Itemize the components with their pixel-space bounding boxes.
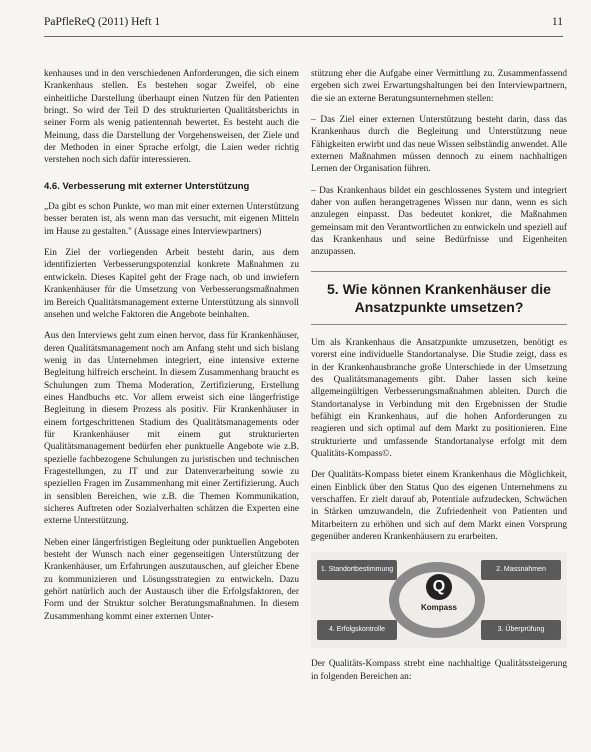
paragraph: Um als Krankenhaus die Ansatzpunkte umzusetzen, benötigt es vorerst eine individuelle Standortanalyse. Die Studie zeigt, dass es in der Krankenhausbranche große Unterschiede in der Umsetzung des Qualitätsmanagements gibt. Daher lassen sich keine allgemeingültigen Verbesserungsmaßnahmen ableiten. Durch die Standortanalyse in Verbindung mit den Ergebnissen der Studie befähigt ein Krankenhaus, auf die hohen Anforderungen zu reagieren und sich optimal auf dem Markt zu positionieren. Eine strukturierte und umfassende Standortanalyse erfolgt mit dem Qualitäts-Kompass©. — [311, 337, 567, 459]
page-number: 11 — [551, 16, 563, 28]
chapter-heading: 5. Wie können Krankenhäuser die Ansatzpunkte umsetzen? — [311, 271, 567, 325]
figure-step-2: 2. Massnahmen — [481, 560, 561, 580]
figure-step-3: 3. Überprüfung — [481, 620, 561, 640]
paragraph: Neben einer längerfristigen Begleitung oder punktuellen Angeboten besteht der Wunsch nach einer gegenseitigen Unterstützung der Krankenhäuser, um Erfahrungen auszutauschen, auf gleicher Ebene zu kommunizieren und Lösungsstrategien zu entwickeln. Dazu gehört natürlich auch der Austausch über die Erfolgsfaktoren, der Form und der Struktur solcher Beratungsmaßnahmen. In diesem Zusammenhang kommt einer externen Unter- — [44, 537, 299, 622]
list-item: – Das Ziel einer externen Unterstützung besteht darin, dass das Krankenhaus durch die Begleitung und Unterstützung neue Fähigkeiten erwirbt und das neue Wissen selbständig anwendet. Alle externen Maßnahmen müssen dennoch zu einem nachhaltigen Lernen der Organisation führen. — [311, 115, 567, 175]
page-header — [44, 14, 563, 37]
figure-step-4: 4. Erfolgskontrolle — [317, 620, 397, 640]
paragraph: Aus den Interviews geht zum einen hervor, dass für Krankenhäuser, deren Qualitätsmanagement noch am Anfang steht und sich bislang wenig in das Unternehmen integriert, eine intensive externe Begleitung hilfreich erscheint. In diesem Zusammenhang braucht es Schulungen zum Thema Moderation, Zertifizierung, Erstellung eines Handbuchs etc. Vor allem erweist sich eine längerfristige Begleitung in diesem Prozess als positiv. Für Krankenhäuser in einem fortgeschrittenen Stadium des Qualitätsmanagements oder für Krankenhäuser mit einem gut strukturierten Qualitätsmanagement bedürfen eher punktuelle Angebote wie z.B. spezielle fachbezogene Schulungen zu juristischen und technischen Fragestellungen, zu IT und zur Datenverarbeitung sowie zu speziellen Fragen im Zusammenhang mit einer Zertifizierung. Auch in sensiblen Bereichen, wie z.B. die Themen Kommunikation, sicheres Auftreten oder Sozialverhalten schätzen die Experten eine externe Unterstützung. — [44, 331, 299, 527]
section-heading: 4.6. Verbesserung mit externer Unterstützung — [44, 180, 250, 192]
compass-icon: Q — [426, 574, 452, 600]
paragraph: Ein Ziel der vorliegenden Arbeit besteht darin, aus dem identifizierten Verbesserungspotenzial konkrete Maßnahmen zu entwickeln. Dieses Kapitel geht der Frage nach, ob und inwiefern Krankenhäuser für die Umsetzung von Verbesserungsmaßnahmen im Bereich Qualitätsmanagement externe Unterstützung als sinnvoll ansehen und welche Faktoren die Angebote beinhalten. — [44, 248, 299, 320]
left-column — [44, 68, 299, 632]
kompass-logo — [407, 574, 471, 614]
paragraph: Der Qualitäts-Kompass strebt eine nachhaltige Qualitätssteigerung in folgenden Bereichen an: — [311, 659, 567, 682]
kompass-label: Kompass — [420, 603, 457, 613]
paragraph: Der Qualitäts-Kompass bietet einem Krankenhaus die Möglichkeit, einen Einblick über den Status Quo des eigenen Unternehmens zu verschaffen. Er zielt darauf ab, Potentiale aufzudecken, Schwächen in Stärken umzuwandeln, die Zufriedenheit von Patienten und Mitarbeitern zu erhöhen und sich auf dem Markt einen Vorsprung gegenüber anderen Krankenhäusern zu erarbeiten. — [311, 470, 567, 542]
right-column — [311, 68, 567, 692]
figure-step-1: 1. Standortbestimmung — [317, 560, 397, 580]
quote: „Da gibt es schon Punkte, wo man mit einer externen Unterstützung besser beraten ist, als wenn man das versucht, mit eigenen Mitteln im Hause zu gestalten." (Aussage eines Interviewpartners) — [44, 202, 299, 237]
journal-title: PaPfleReQ (2011) Heft 1 — [44, 16, 161, 28]
list-item: – Das Krankenhaus bildet ein geschlossenes System und integriert daher von außen herangetragenes Wissen nur dann, wenn es sich anzulegen einpasst. Das bedeutet konkret, die Maßnahmen gemeinsam mit den Verantwortlichen zu entwickeln und speziell auf das Krankenhaus und seine Bedürfnisse und Eigenheiten anzupassen. — [311, 185, 567, 258]
paragraph: stützung eher die Aufgabe einer Vermittlung zu. Zusammenfassend ergeben sich zwei Erwartungshaltungen bei den Interviewpartnern, die sie an externe Beratungsunternehmen stellen: — [311, 69, 567, 104]
paragraph: kenhauses und in den verschiedenen Anforderungen, die sich einem Krankenhaus stellen. Es bestehen sogar Zweifel, ob eine einheitliche Darstellung überhaupt einen Nutzen für den Patienten bringt. So wird der Teil D des strukturierten Qualitätsberichts in seiner Form als wenig patientennah bewertet. Es besteht auch die Meinung, dass die Darstellung der Vorgehensweisen, der Ziele und der Methoden in einer Sprache erfolgt, die Laien weder richtig verstehen noch sich dafür interessieren. — [44, 69, 299, 166]
kompass-figure — [311, 552, 567, 648]
